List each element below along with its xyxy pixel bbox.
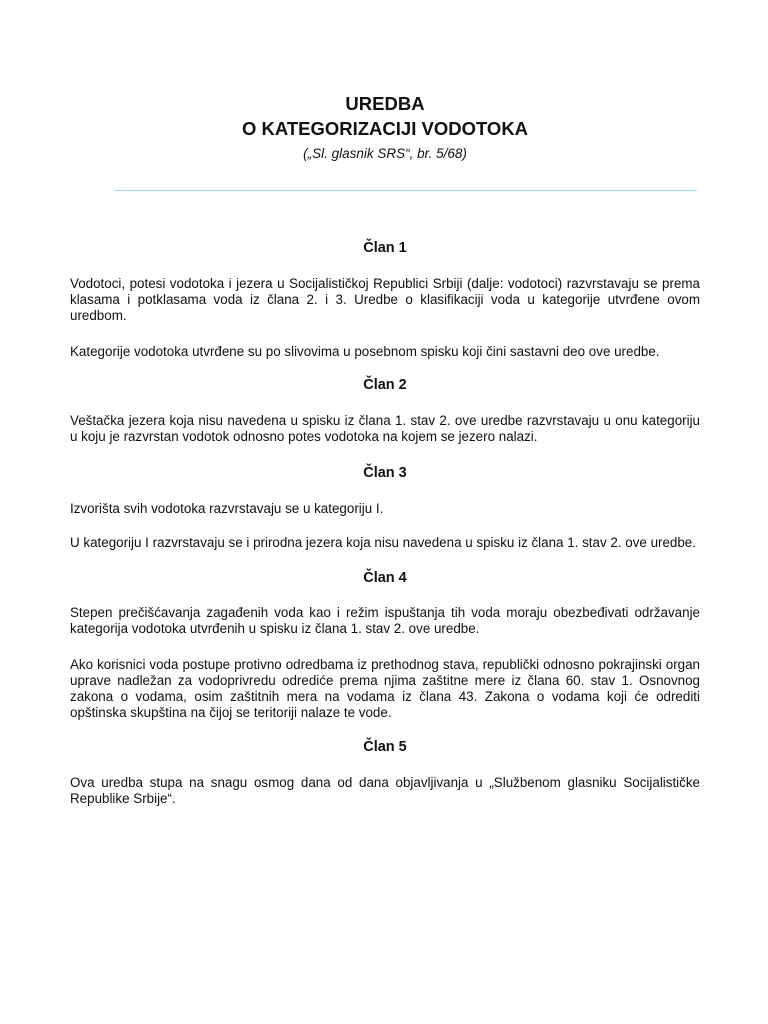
document-title-line-2: O KATEGORIZACIJI VODOTOKA bbox=[241, 118, 529, 139]
document-source: („Sl. glasnik SRS“, br. 5/68) bbox=[303, 146, 467, 161]
article-5-heading: Član 5 bbox=[363, 739, 407, 755]
header-divider bbox=[114, 190, 697, 191]
article-2-paragraph-1: Veštačka jezera koja nisu navedena u spisku iz člana 1. stav 2. ove uredbe razvrstavaju u onu kategoriju u koju je razvrstan vodotok odnosno potes vodotoka na kojem se jezero nalazi. bbox=[70, 413, 700, 444]
article-2-heading: Član 2 bbox=[363, 377, 407, 393]
article-4-paragraph-1: Stepen prečišćavanja zagađenih voda kao i režim ispuštanja tih voda moraju obezbeđivati održavanje kategorija vodotoka utvrđenih u spisku iz člana 1. stav 2. ove uredbe. bbox=[70, 605, 700, 636]
article-3-paragraph-1: Izvorišta svih vodotoka razvrstavaju se u kategoriju I. bbox=[70, 501, 384, 516]
article-1-heading: Član 1 bbox=[363, 240, 407, 256]
document-title-line-1: UREDBA bbox=[345, 93, 425, 114]
article-1-paragraph-2: Kategorije vodotoka utvrđene su po slivovima u posebnom spisku koji čini sastavni deo ove uredbe. bbox=[70, 344, 660, 359]
document-page bbox=[70, 0, 700, 806]
article-3-heading: Član 3 bbox=[363, 465, 407, 481]
article-4-heading: Član 4 bbox=[363, 570, 407, 586]
article-4-paragraph-2: Ako korisnici voda postupe protivno odredbama iz prethodnog stava, republički odnosno pokrajinski organ uprave nadležan za vodoprivredu odrediće prema njima zaštitne mere iz člana 60. stav 1. Osnovnog zakona o vodama, osim zaštitnih mera na vodama iz člana 43. Zakona o vodama koji će odrediti opštinska skupština na čijoj se teritoriji nalaze te vode. bbox=[70, 657, 700, 720]
article-3-paragraph-2: U kategoriju I razvrstavaju se i prirodna jezera koja nisu navedena u spisku iz člana 1. stav 2. ove uredbe. bbox=[70, 535, 696, 550]
article-1-paragraph-1: Vodotoci, potesi vodotoka i jezera u Socijalističkoj Republici Srbiji (dalje: vodotoci) razvrstavaju se prema klasama i potklasama voda iz člana 2. i 3. Uredbe o klasifikaciji voda u kategorije utvrđene ovom uredbom. bbox=[70, 276, 700, 323]
article-5-paragraph-1: Ova uredba stupa na snagu osmog dana od dana objavljivanja u „Službenom glasniku Socijalističke Republike Srbije“. bbox=[70, 775, 700, 806]
